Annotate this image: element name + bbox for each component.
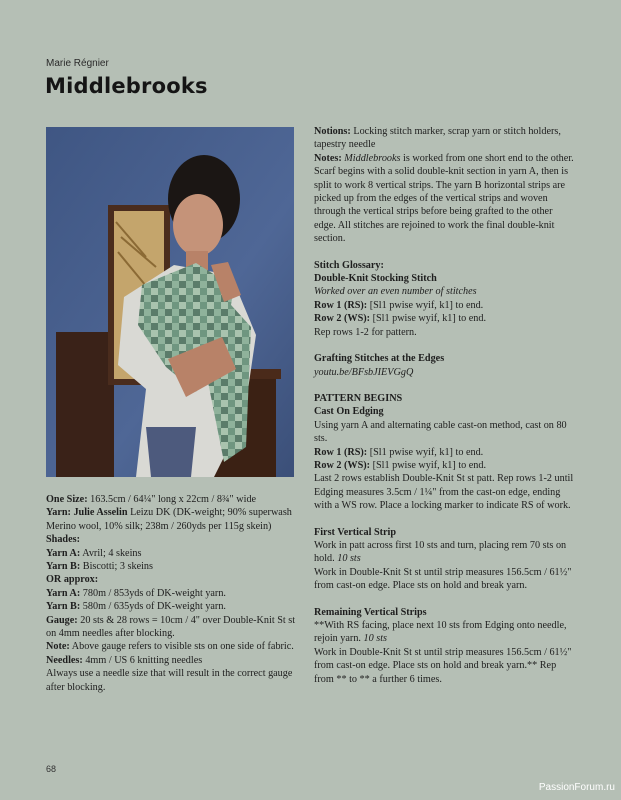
shade-b-text: Biscotti; 3 skeins: [80, 561, 153, 573]
remaining-strips-text-2: Work in Double-Knit St st until strip measures 156.5cm / 61½" from cast-on edge. Place sts on hold and break yarn.** Rep from ** to ** a further 6 times.: [314, 646, 572, 685]
approx-a-line: [46, 587, 298, 600]
cast-row2-label: Row 2 (WS):: [314, 459, 371, 471]
approx-b-label: Yarn B:: [46, 601, 81, 613]
shades-label: Shades:: [46, 534, 80, 546]
first-strip-count: 10 sts: [334, 553, 361, 565]
row1-label: Row 1 (RS):: [314, 299, 368, 311]
remaining-strips-heading: Remaining Vertical Strips: [314, 606, 427, 618]
grafting-link[interactable]: youtu.be/BFsbJIEVGgQ: [314, 366, 414, 378]
first-strip-line: [314, 539, 574, 566]
approx-a-text: 780m / 853yds of DK-weight yarn.: [80, 587, 226, 599]
pattern-column: [314, 125, 574, 686]
needles-text: 4mm / US 6 knitting needles: [82, 654, 203, 666]
rep-rows: Rep rows 1-2 for pattern.: [314, 326, 417, 338]
remaining-strips-text: **With RS facing, place next 10 sts from Edging onto needle, rejoin yarn.: [314, 620, 567, 645]
notes-title-italic: Middlebrooks: [341, 152, 401, 164]
yarn-label: Yarn:: [46, 507, 71, 519]
size-label: One Size:: [46, 494, 88, 505]
pattern-title: Middlebrooks: [45, 74, 208, 98]
gauge-line: [46, 614, 298, 641]
shade-a-label: Yarn A:: [46, 547, 81, 559]
pattern-begins-heading: PATTERN BEGINS: [314, 392, 403, 404]
cast-row2-text: [Sl1 pwise wyif, k1] to end.: [370, 459, 487, 471]
cast-row1-label: Row 1 (RS):: [314, 446, 368, 458]
size-text: 163.5cm / 64¼" long x 22cm / 8¾" wide: [87, 494, 257, 505]
notes-label: Notes:: [314, 152, 342, 164]
cast-on-heading: Cast On Edging: [314, 406, 384, 418]
cast-row1-line: [314, 446, 574, 459]
remaining-strips-line: [314, 619, 574, 646]
notions-text: Locking stitch marker, scrap yarn or stitch holders, tapestry needle: [314, 126, 561, 151]
first-strip-text: Work in patt across first 10 sts and turn, placing rem 70 sts on hold.: [314, 539, 567, 565]
note-text: Above gauge refers to visible sts on one side of fabric.: [69, 641, 294, 653]
cast-row1-text: [Sl1 pwise wyif, k1] to end.: [367, 446, 484, 458]
row2-line: [314, 312, 574, 325]
shade-a-line: [46, 547, 298, 560]
notes-text: is worked from one short end to the other. Scarf begins with a solid double-knit section in yarn A, then is split to work 8 vertical strips. The yarn B horizontal strips are picked up from the edges of the vertical strips and woven through the vertical strips before being grafted to the other edge. All stitches are rejoined to work the final double-knit section.: [314, 152, 574, 245]
dk-heading: Double-Knit Stocking Stitch: [314, 273, 437, 285]
row2-label: Row 2 (WS):: [314, 313, 371, 325]
needles-line: [46, 654, 298, 667]
notions-label: Notions:: [314, 126, 351, 137]
yarn-text: Leizu DK (DK-weight; 90% superwash Merino wool, 10% silk; 238m / 260yds per 115g skein): [46, 507, 292, 532]
approx-b-line: [46, 600, 298, 613]
approx-b-text: 580m / 635yds of DK-weight yarn.: [80, 601, 226, 613]
shade-b-label: Yarn B:: [46, 561, 81, 573]
note-label: Note:: [46, 641, 70, 653]
or-approx-label: OR approx:: [46, 574, 99, 586]
model-wearing-woven-scarf-photo: [46, 127, 294, 477]
gauge-text: 20 sts & 28 rows = 10cm / 4" over Double-Knit St st on 4mm needles after blocking.: [46, 614, 296, 640]
watermark: PassionForum.ru: [538, 782, 615, 793]
row2-text: [Sl1 pwise wyif, k1] to end.: [370, 313, 487, 325]
notes-line: [314, 152, 574, 246]
remaining-strips-count: 10 sts: [360, 633, 388, 645]
first-strip-heading: First Vertical Strip: [314, 526, 397, 538]
dk-subheading: Worked over an even number of stitches: [314, 286, 477, 298]
row1-line: [314, 299, 574, 312]
shade-b-line: [46, 560, 298, 573]
yarn-brand: Julie Asselin: [70, 507, 128, 519]
shade-a-text: Avril; 4 skeins: [80, 547, 142, 559]
note-line: [46, 640, 298, 653]
first-strip-text-2: Work in Double-Knit St st until strip measures 156.5cm / 61½" from cast-on edge. Place sts on hold and break yarn.: [314, 566, 572, 592]
author-name: Marie Régnier: [46, 58, 109, 69]
row1-text: [Sl1 pwise wyif, k1] to end.: [367, 299, 484, 311]
cast-row2-line: [314, 459, 574, 472]
size-line: [46, 493, 298, 506]
page-number: 68: [46, 764, 57, 774]
yarn-line: [46, 506, 298, 533]
approx-a-label: Yarn A:: [46, 587, 81, 599]
notions-line: [314, 125, 574, 152]
cast-on-text: Using yarn A and alternating cable cast-on method, cast on 80 sts.: [314, 419, 567, 445]
cast-on-text-2: Last 2 rows establish Double-Knit St st patt. Rep rows 1-2 until Edging measures 3.5cm / 1¼" from the cast-on edge, ending with a WS row. Place a locking marker to indicate RS of work.: [314, 473, 574, 512]
grafting-heading: Grafting Stitches at the Edges: [314, 353, 445, 365]
needles-label: Needles:: [46, 654, 83, 666]
glossary-heading: Stitch Glossary:: [314, 259, 384, 271]
gauge-label: Gauge:: [46, 614, 78, 626]
materials-column: [46, 493, 298, 694]
needles-extra: Always use a needle size that will result in the correct gauge after blocking.: [46, 668, 293, 693]
